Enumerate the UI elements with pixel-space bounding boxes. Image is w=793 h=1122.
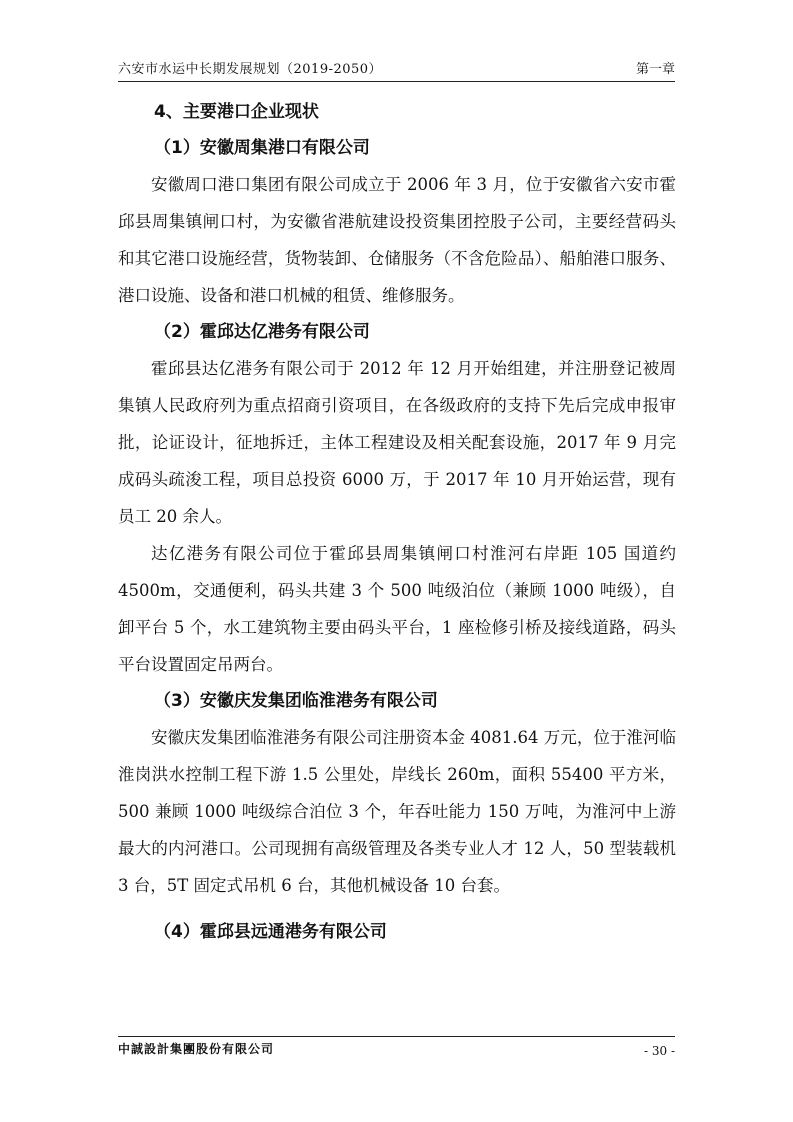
company-heading: （1）安徽周集港口有限公司 [154, 138, 370, 158]
company-heading: （4）霍邱县远通港务有限公司 [154, 922, 387, 942]
company-block-4 [118, 914, 676, 950]
page-number: - 30 - [643, 1044, 675, 1058]
paragraph: 安徽周口港口集团有限公司成立于 2006 年 3 月，位于安徽省六安市霍邱县周集镇闸口村，为安徽省港航建设投资集团控股子公司，主要经营码头和其它港口设施经营，货物装卸、仓储服务（不含危险品）、船舶港口服务、港口设施、设备和港口机械的租赁、维修服务。 [118, 175, 676, 305]
header-divider [118, 81, 675, 82]
paragraph: 安徽庆发集团临淮港务有限公司注册资本金 4081.64 万元，位于淮河临淮岗洪水控制工程下游 1.5 公里处，岸线长 260m，面积 55400 平方米， 500 兼顾 1000 吨级综合泊位 3 个，年吞吐能力 150 万吨，为淮河中上游最大的内河港口。公司现拥有高级管理及各类专业人才 12 人，50 型装载机 3 台，5T 固定式吊机 6 台，其他机械设备 10 台套。 [118, 728, 676, 895]
header-document-title: 六安市水运中长期发展规划（2019-2050） [118, 62, 383, 77]
company-heading: （3）安徽庆发集团临淮港务有限公司 [154, 691, 438, 711]
paragraph: 达亿港务有限公司位于霍邱县周集镇闸口村淮河右岸距 105 国道约 4500m，交通便利，码头共建 3 个 500 吨级泊位（兼顾 1000 吨级），自卸平台 5 个，水工建筑物主要由码头平台，1 座检修引桥及接线道路，码头平台设置固定吊两台。 [118, 544, 676, 674]
company-heading: （2）霍邱达亿港务有限公司 [154, 322, 370, 342]
company-block-3 [118, 683, 676, 904]
company-block-1 [118, 130, 676, 314]
header-chapter: 第一章 [635, 62, 675, 77]
section-title: 4、主要港口企业现状 [154, 102, 319, 122]
footer-company-name: 中誠設計集團股份有限公司 [118, 1042, 275, 1056]
paragraph: 霍邱县达亿港务有限公司于 2012 年 12 月开始组建，并注册登记被周集镇人民政府列为重点招商引资项目，在各级政府的支持下先后完成申报审批，论证设计，征地拆迁，主体工程建设及相关配套设施，2017 年 9 月完成码头疏浚工程，项目总投资 6000 万，于 2017 年 10 月开始运营，现有员工 20 余人。 [118, 359, 676, 526]
page-body [118, 94, 676, 950]
footer-divider [118, 1036, 675, 1037]
company-block-2 [118, 314, 676, 683]
